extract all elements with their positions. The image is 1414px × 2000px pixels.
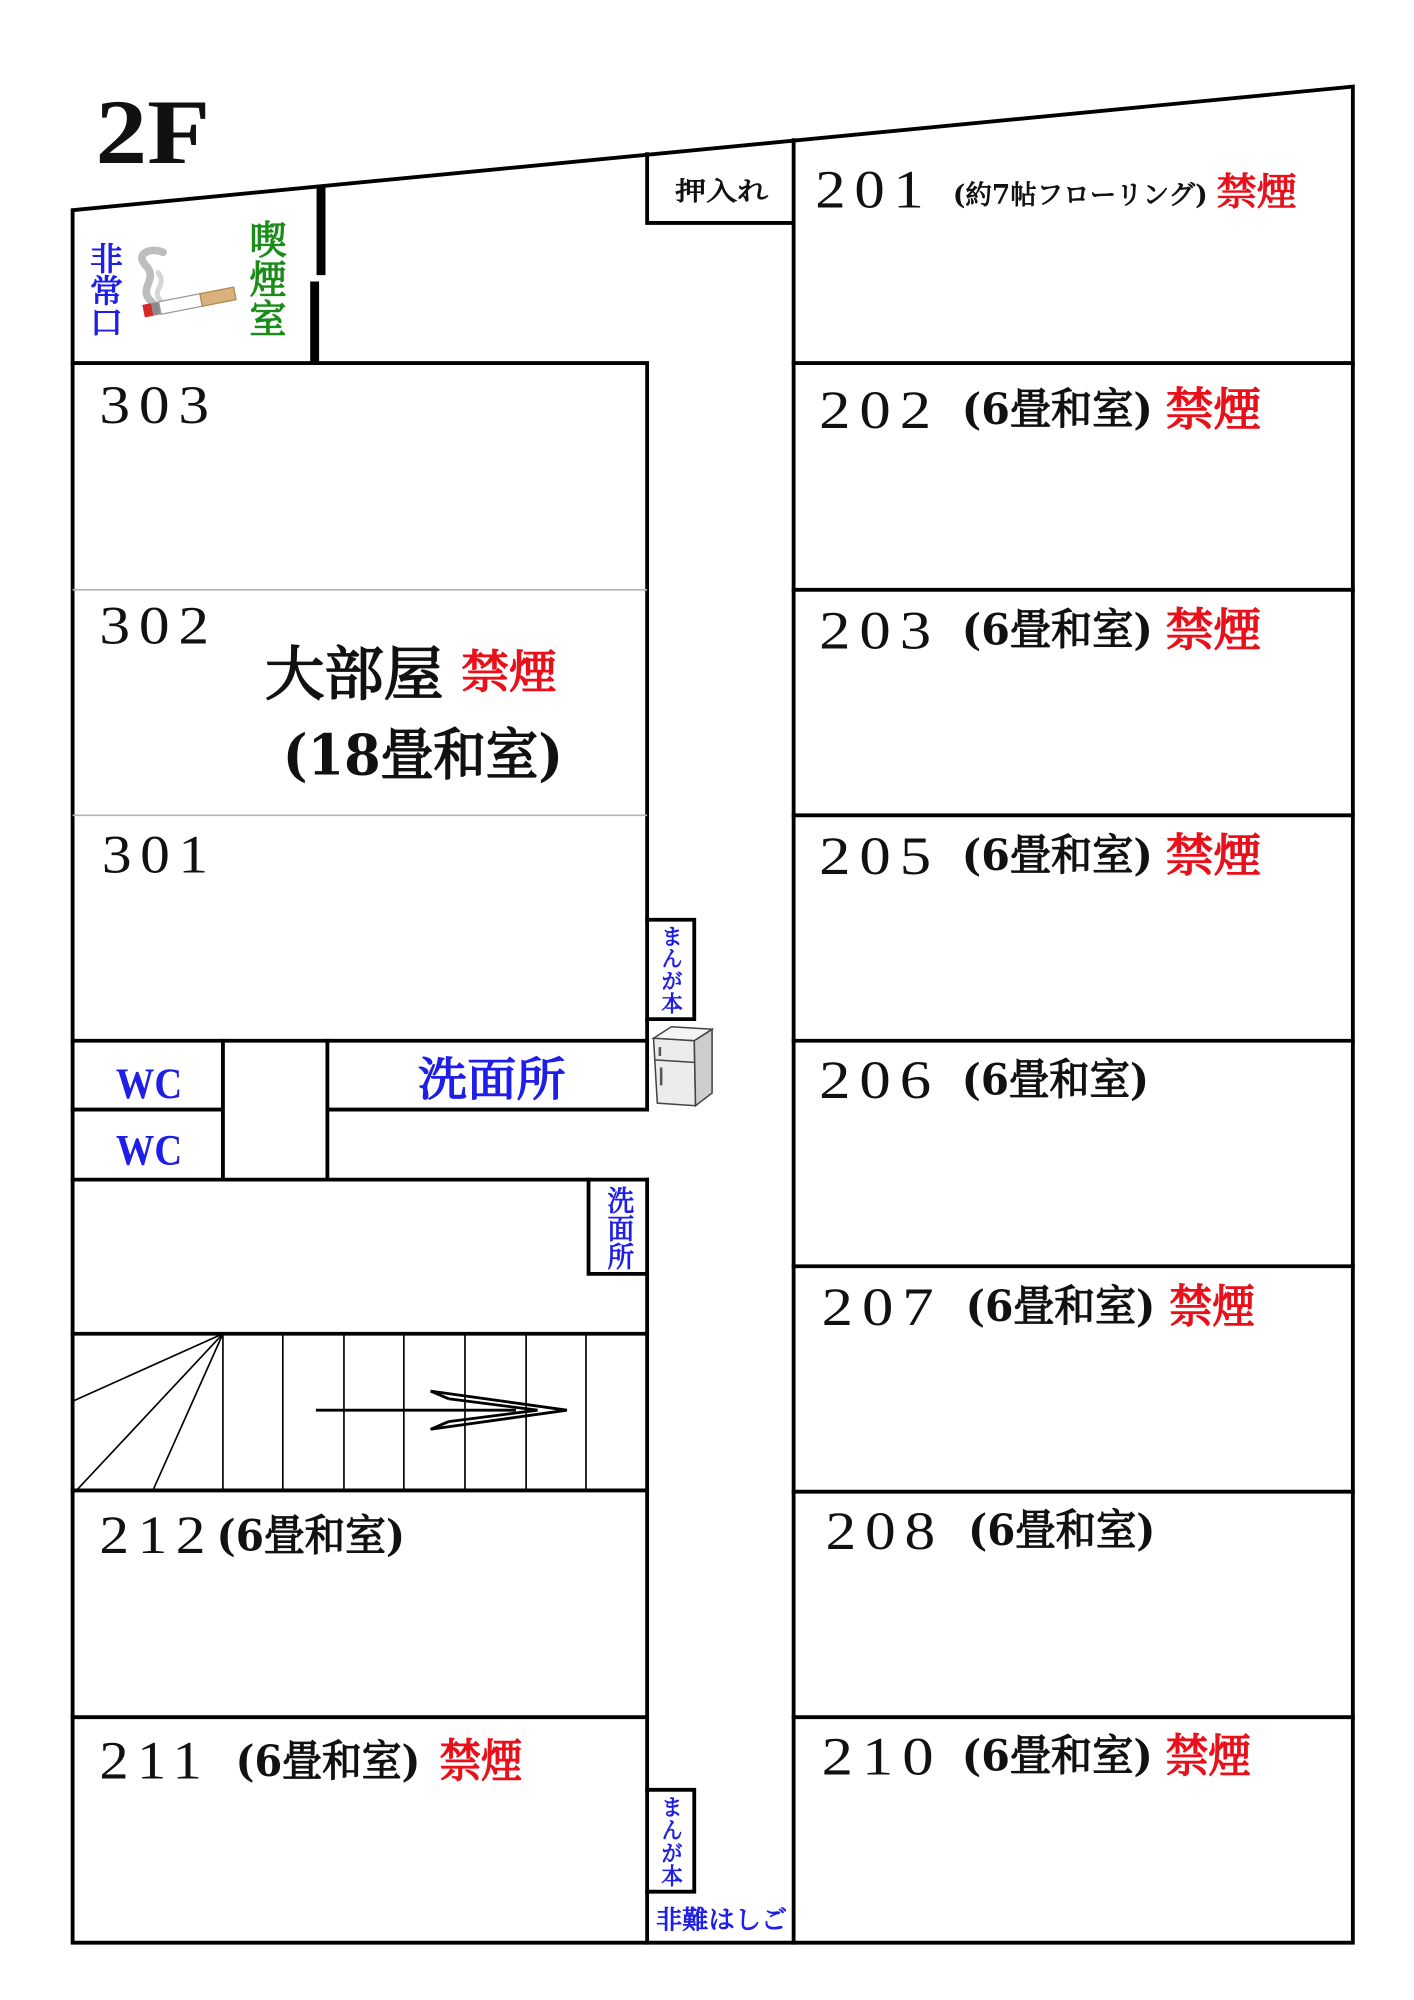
room-type: (6畳和室) <box>968 1505 1156 1557</box>
escape-ladder-label: 非難はしご <box>656 1905 788 1936</box>
room-number: 201 <box>815 159 933 220</box>
large-room-type: (18畳和室) <box>282 722 564 789</box>
no-smoking-badge: 禁煙 <box>1165 828 1262 883</box>
room-number-303: 303 <box>99 374 218 435</box>
room-203 <box>819 600 1261 660</box>
room-number: 206 <box>819 1050 941 1111</box>
room-number: 203 <box>819 600 941 661</box>
no-smoking-badge: 禁煙 <box>1165 1728 1251 1783</box>
room-type: (約7帖フローリング) <box>952 179 1208 211</box>
room-210 <box>822 1727 1251 1787</box>
wc-label-2: WC <box>115 1126 183 1175</box>
washroom-label: 洗面所 <box>417 1052 566 1107</box>
no-smoking-badge: 禁煙 <box>1165 382 1262 437</box>
washroom-small-label: 洗面所 <box>602 1185 634 1267</box>
room-type: (6畳和室) <box>961 384 1153 436</box>
room-type: (6畳和室) <box>216 1510 406 1562</box>
no-smoking-badge: 禁煙 <box>461 644 557 699</box>
closet-label: 押入れ <box>675 177 769 208</box>
wc-label-1: WC <box>115 1060 183 1109</box>
room-212 <box>99 1505 405 1565</box>
room-208 <box>825 1501 1155 1561</box>
room-number: 207 <box>821 1276 943 1337</box>
no-smoking-badge: 禁煙 <box>1169 1279 1255 1334</box>
room-number-302: 302 <box>99 595 218 656</box>
no-smoking-badge: 禁煙 <box>1165 602 1262 657</box>
manga-shelf-upper-label: まんが本 <box>657 924 683 1012</box>
room-number: 208 <box>825 1501 944 1562</box>
no-smoking-badge: 禁煙 <box>1216 171 1297 216</box>
smoking-room-label: 喫煙室 <box>242 219 287 330</box>
room-202 <box>819 380 1261 440</box>
room-type: (6畳和室) <box>961 1730 1153 1782</box>
refrigerator-icon <box>653 1027 712 1106</box>
emergency-exit-label: 非常口 <box>84 242 124 342</box>
room-211 <box>99 1730 522 1790</box>
room-type: (6畳和室) <box>961 1054 1150 1106</box>
room-206 <box>819 1050 1149 1110</box>
manga-shelf-lower-label: まんが本 <box>657 1794 683 1882</box>
room-type: (6畳和室) <box>961 604 1153 656</box>
room-205 <box>819 826 1261 886</box>
floor-label: 2F <box>95 81 211 184</box>
room-type: (6畳和室) <box>965 1281 1156 1333</box>
room-number: 205 <box>819 825 941 886</box>
room-type: (6畳和室) <box>961 830 1153 882</box>
large-room-name: 大部屋 <box>264 639 444 709</box>
room-type: (6畳和室) <box>235 1735 421 1787</box>
room-number: 211 <box>99 1730 211 1791</box>
room-number-301: 301 <box>101 824 217 885</box>
room-207 <box>822 1277 1255 1337</box>
room-number: 202 <box>819 380 941 441</box>
room-number: 212 <box>99 1504 215 1565</box>
no-smoking-badge: 禁煙 <box>439 1734 523 1789</box>
room-number: 210 <box>821 1726 943 1787</box>
